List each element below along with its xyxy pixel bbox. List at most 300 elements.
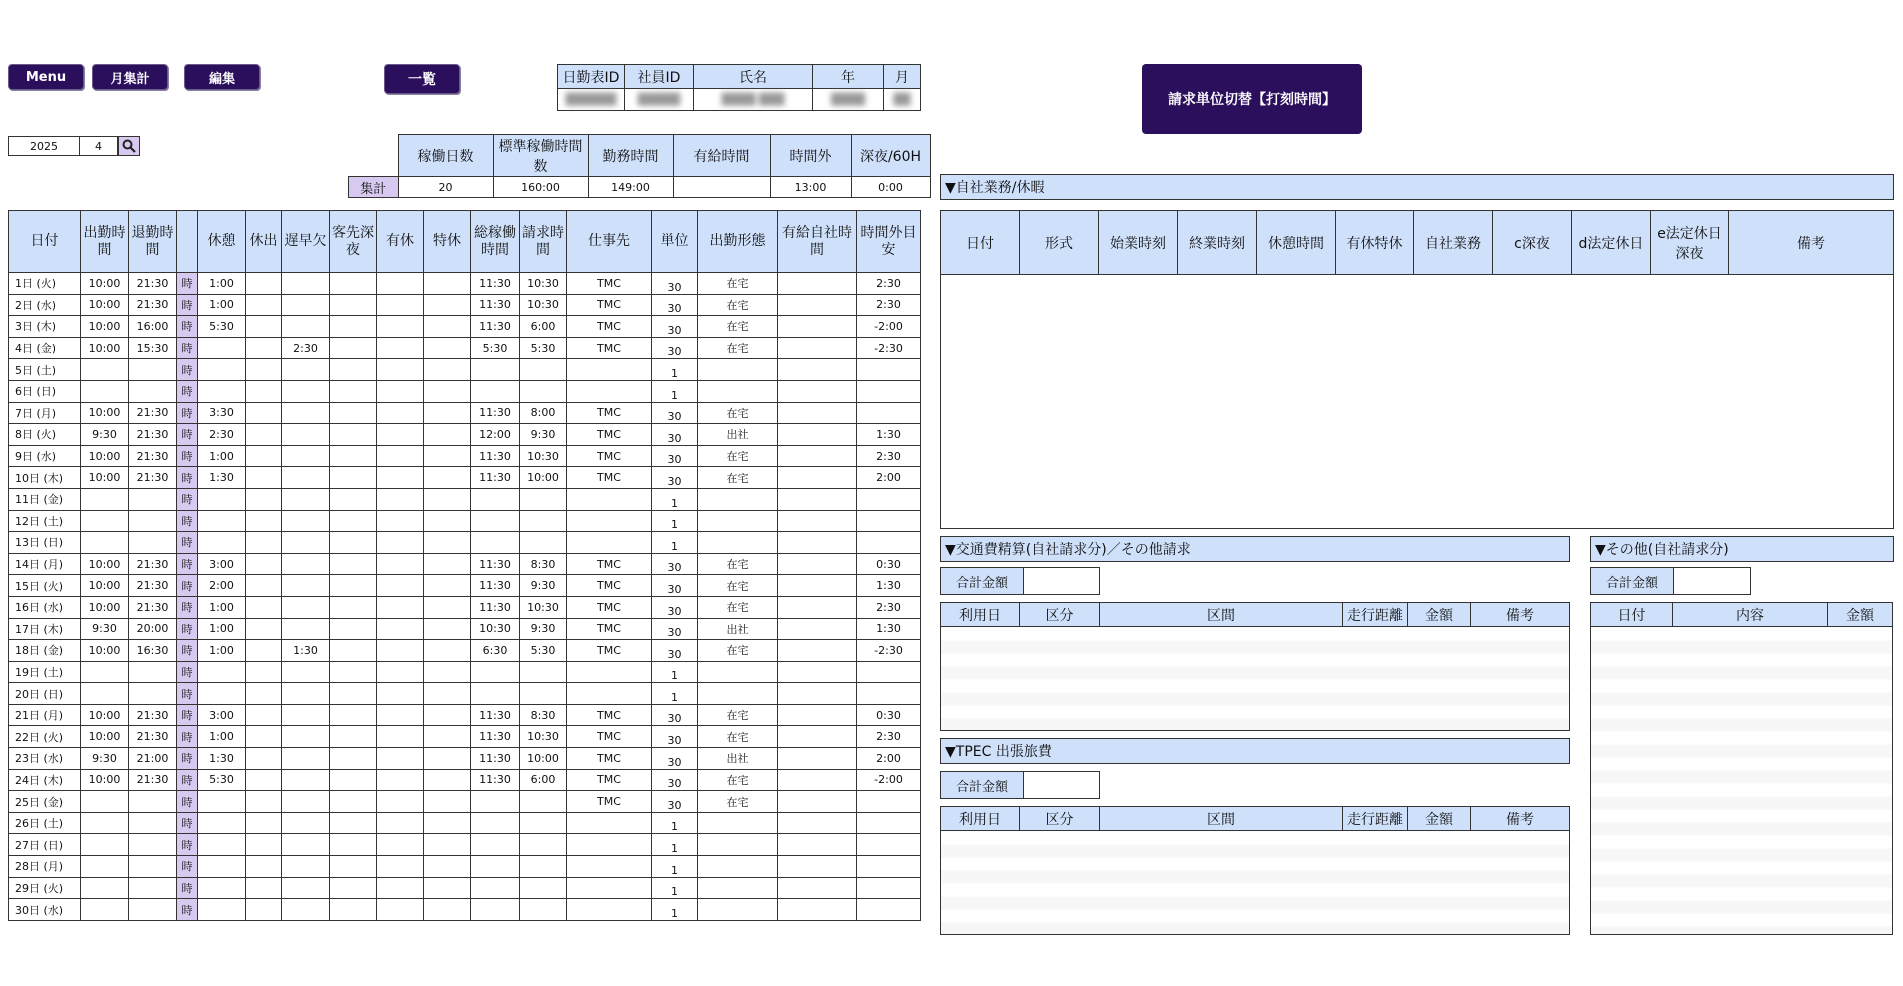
- timesheet-cell: 在宅: [698, 596, 778, 618]
- timesheet-cell: 1:00: [198, 445, 246, 467]
- timesheet-cell: [81, 856, 129, 878]
- timesheet-cell: [282, 704, 330, 726]
- timesheet-cell: [198, 488, 246, 510]
- timesheet-cell: 22日 (火): [9, 726, 81, 748]
- timesheet-cell: 在宅: [698, 337, 778, 359]
- timesheet-cell: [377, 596, 424, 618]
- timesheet-cell: 7日 (月): [9, 402, 81, 424]
- timesheet-cell: 16:30: [129, 640, 177, 662]
- timesheet-cell: [129, 834, 177, 856]
- timesheet-cell: [698, 856, 778, 878]
- timesheet-cell: [471, 812, 520, 834]
- tpec-total-value: [1023, 771, 1100, 799]
- timesheet-cell: [330, 856, 377, 878]
- timesheet-cell: 17日 (木): [9, 618, 81, 640]
- timesheet-cell: [778, 294, 857, 316]
- other-body: [1591, 627, 1893, 935]
- time-unit-cell[interactable]: 時: [177, 359, 198, 381]
- time-unit-cell[interactable]: 時: [177, 380, 198, 402]
- timesheet-cell: 11:30: [471, 726, 520, 748]
- timesheet-cell: [424, 899, 471, 921]
- timesheet-cell: [377, 856, 424, 878]
- timesheet-cell: 12:00: [471, 424, 520, 446]
- timesheet-cell: [246, 596, 282, 618]
- time-unit-cell[interactable]: 時: [177, 769, 198, 791]
- time-unit-cell[interactable]: 時: [177, 877, 198, 899]
- time-unit-cell[interactable]: 時: [177, 661, 198, 683]
- timesheet-cell: [778, 877, 857, 899]
- timesheet-cell: [282, 661, 330, 683]
- timesheet-cell: [778, 316, 857, 338]
- timesheet-cell: [246, 748, 282, 770]
- timesheet-cell: 30: [652, 273, 698, 295]
- time-unit-cell[interactable]: 時: [177, 294, 198, 316]
- timesheet-cell: [520, 877, 567, 899]
- timesheet-cell: 1: [652, 683, 698, 705]
- timesheet-cell: [377, 510, 424, 532]
- timesheet-header: 仕事先: [567, 211, 652, 273]
- timesheet-cell: 10:00: [81, 402, 129, 424]
- timesheet-cell: 30: [652, 575, 698, 597]
- timesheet-cell: 10:00: [81, 316, 129, 338]
- timesheet-cell: [424, 596, 471, 618]
- timesheet-cell: [520, 791, 567, 813]
- timesheet-cell: [198, 877, 246, 899]
- timesheet-cell: 21:30: [129, 402, 177, 424]
- timesheet-cell: 11:30: [471, 575, 520, 597]
- edit-button[interactable]: 編集: [184, 64, 260, 90]
- timesheet-cell: 在宅: [698, 769, 778, 791]
- time-unit-cell[interactable]: 時: [177, 445, 198, 467]
- info-header: 月: [884, 65, 921, 89]
- timesheet-cell: 1: [652, 899, 698, 921]
- timesheet-cell: 在宅: [698, 273, 778, 295]
- time-unit-cell[interactable]: 時: [177, 704, 198, 726]
- timesheet-cell: 5日 (土): [9, 359, 81, 381]
- timesheet-cell: 10:00: [81, 769, 129, 791]
- timesheet-cell: 在宅: [698, 467, 778, 489]
- timesheet-cell: [330, 380, 377, 402]
- time-unit-cell[interactable]: 時: [177, 640, 198, 662]
- timesheet-cell: [246, 791, 282, 813]
- timesheet-cell: [471, 791, 520, 813]
- timesheet-cell: 在宅: [698, 791, 778, 813]
- timesheet-cell: [246, 877, 282, 899]
- summary-header: 標準稼働時間数: [493, 135, 588, 177]
- timesheet-cell: 30: [652, 748, 698, 770]
- timesheet-cell: [330, 596, 377, 618]
- timesheet-cell: 5:30: [520, 337, 567, 359]
- timesheet-cell: 30日 (水): [9, 899, 81, 921]
- transport-total-label: 合計金額: [940, 567, 1024, 595]
- time-unit-cell[interactable]: 時: [177, 273, 198, 295]
- employee-info-table: [557, 64, 921, 111]
- time-unit-cell[interactable]: 時: [177, 488, 198, 510]
- timesheet-cell: [567, 661, 652, 683]
- time-unit-cell[interactable]: 時: [177, 856, 198, 878]
- timesheet-cell: [282, 683, 330, 705]
- timesheet-cell: [330, 467, 377, 489]
- info-value: ████ ███: [694, 89, 813, 111]
- timesheet-cell: [129, 899, 177, 921]
- timesheet-cell: [471, 380, 520, 402]
- timesheet-cell: [330, 488, 377, 510]
- timesheet-cell: [246, 553, 282, 575]
- timesheet-cell: 21日 (月): [9, 704, 81, 726]
- list-button[interactable]: 一覧: [384, 64, 460, 94]
- timesheet-cell: [198, 337, 246, 359]
- timesheet-cell: -2:30: [857, 337, 921, 359]
- timesheet-cell: [567, 899, 652, 921]
- timesheet-cell: 16:00: [129, 316, 177, 338]
- timesheet-cell: 30: [652, 618, 698, 640]
- timesheet-cell: 10:00: [81, 467, 129, 489]
- timesheet-cell: [471, 532, 520, 554]
- tpec-body: [941, 831, 1570, 935]
- timesheet-cell: 1: [652, 856, 698, 878]
- time-unit-cell[interactable]: 時: [177, 510, 198, 532]
- timesheet-cell: [330, 683, 377, 705]
- timesheet-cell: [330, 359, 377, 381]
- timesheet-cell: [377, 488, 424, 510]
- timesheet-cell: [282, 380, 330, 402]
- timesheet-cell: 8:00: [520, 402, 567, 424]
- time-unit-cell[interactable]: 時: [177, 596, 198, 618]
- timesheet-cell: [377, 294, 424, 316]
- self-work-header: d法定休日: [1572, 211, 1651, 275]
- info-header: 社員ID: [625, 65, 694, 89]
- timesheet-cell: [567, 877, 652, 899]
- table-row: [9, 596, 921, 618]
- timesheet-cell: [129, 359, 177, 381]
- timesheet-cell: 5:30: [471, 337, 520, 359]
- timesheet-cell: 10:00: [81, 575, 129, 597]
- timesheet-cell: 11:30: [471, 596, 520, 618]
- timesheet-cell: [778, 596, 857, 618]
- timesheet-cell: [424, 618, 471, 640]
- timesheet-cell: [282, 769, 330, 791]
- timesheet-cell: TMC: [567, 596, 652, 618]
- timesheet-cell: [520, 683, 567, 705]
- timesheet-cell: 30: [652, 294, 698, 316]
- timesheet-cell: [424, 877, 471, 899]
- timesheet-header: 有給自社時間: [778, 211, 857, 273]
- timesheet-cell: [330, 445, 377, 467]
- timesheet-cell: [246, 294, 282, 316]
- time-unit-cell[interactable]: 時: [177, 748, 198, 770]
- timesheet-cell: 1: [652, 812, 698, 834]
- timesheet-cell: [520, 510, 567, 532]
- timesheet-cell: [778, 510, 857, 532]
- timesheet-cell: [424, 359, 471, 381]
- timesheet-cell: TMC: [567, 769, 652, 791]
- timesheet-cell: [424, 488, 471, 510]
- time-unit-cell[interactable]: 時: [177, 424, 198, 446]
- timesheet-cell: 10:00: [81, 294, 129, 316]
- timesheet-cell: [520, 856, 567, 878]
- timesheet-cell: 25日 (金): [9, 791, 81, 813]
- timesheet-cell: [198, 532, 246, 554]
- timesheet-cell: [377, 273, 424, 295]
- timesheet-cell: [330, 877, 377, 899]
- timesheet-cell: [567, 834, 652, 856]
- menu-button[interactable]: Menu: [8, 64, 84, 90]
- table-row: [9, 748, 921, 770]
- timesheet-cell: [246, 683, 282, 705]
- search-button[interactable]: [118, 136, 140, 156]
- timesheet-cell: 2:30: [282, 337, 330, 359]
- timesheet-cell: [246, 402, 282, 424]
- timesheet-cell: 1: [652, 532, 698, 554]
- timesheet-cell: [282, 575, 330, 597]
- timesheet-cell: 30: [652, 424, 698, 446]
- timesheet-cell: [377, 553, 424, 575]
- time-unit-cell[interactable]: 時: [177, 683, 198, 705]
- timesheet-cell: [282, 424, 330, 446]
- timesheet-cell: [567, 380, 652, 402]
- timesheet-cell: [81, 834, 129, 856]
- timesheet-cell: [198, 380, 246, 402]
- timesheet-cell: 30: [652, 769, 698, 791]
- info-header: 年: [813, 65, 884, 89]
- time-unit-cell[interactable]: 時: [177, 575, 198, 597]
- timesheet-cell: [377, 575, 424, 597]
- summary-header: 有給時間: [673, 135, 770, 177]
- other-header: 日付: [1591, 603, 1673, 627]
- timesheet-cell: [857, 791, 921, 813]
- timesheet-cell: 30: [652, 337, 698, 359]
- self-work-table: [940, 210, 1894, 529]
- table-row: [9, 575, 921, 597]
- info-value: ████: [813, 89, 884, 111]
- time-unit-cell[interactable]: 時: [177, 467, 198, 489]
- transport-table: [940, 602, 1570, 731]
- timesheet-cell: 8:30: [520, 704, 567, 726]
- timesheet-cell: 9:30: [81, 748, 129, 770]
- timesheet-cell: 2:00: [198, 575, 246, 597]
- timesheet-cell: 21:30: [129, 294, 177, 316]
- table-row: [9, 769, 921, 791]
- timesheet-cell: [377, 704, 424, 726]
- timesheet-cell: [129, 683, 177, 705]
- timesheet-cell: TMC: [567, 704, 652, 726]
- timesheet-cell: 在宅: [698, 575, 778, 597]
- timesheet-cell: [198, 899, 246, 921]
- tpec-header: 金額: [1408, 807, 1471, 831]
- timesheet-cell: [377, 769, 424, 791]
- info-value: ██: [884, 89, 921, 111]
- info-value: █████: [625, 89, 694, 111]
- timesheet-cell: 24日 (木): [9, 769, 81, 791]
- timesheet-cell: 10:30: [471, 618, 520, 640]
- timesheet-cell: [246, 445, 282, 467]
- timesheet-cell: [567, 359, 652, 381]
- timesheet-cell: [330, 618, 377, 640]
- timesheet-cell: [377, 445, 424, 467]
- timesheet-cell: [424, 424, 471, 446]
- tpec-header: 区分: [1020, 807, 1100, 831]
- timesheet-cell: [282, 596, 330, 618]
- timesheet-cell: 30: [652, 726, 698, 748]
- timesheet-cell: 30: [652, 553, 698, 575]
- time-unit-cell[interactable]: 時: [177, 532, 198, 554]
- timesheet-cell: 10:00: [81, 445, 129, 467]
- timesheet-cell: [698, 899, 778, 921]
- timesheet-cell: [81, 877, 129, 899]
- timesheet-cell: [81, 380, 129, 402]
- timesheet-cell: 21:00: [129, 748, 177, 770]
- timesheet-cell: [778, 467, 857, 489]
- timesheet-cell: 2:00: [857, 467, 921, 489]
- timesheet-cell: [567, 532, 652, 554]
- timesheet-cell: 21:30: [129, 704, 177, 726]
- table-row: [9, 640, 921, 662]
- timesheet-cell: [778, 553, 857, 575]
- timesheet-cell: 27日 (日): [9, 834, 81, 856]
- time-unit-cell[interactable]: 時: [177, 899, 198, 921]
- transport-header: 区分: [1020, 603, 1100, 627]
- timesheet-cell: [424, 273, 471, 295]
- timesheet-cell: 21:30: [129, 424, 177, 446]
- timesheet-cell: [330, 294, 377, 316]
- summary-row-label: 集計: [349, 177, 399, 198]
- timesheet-cell: [282, 553, 330, 575]
- timesheet-cell: [81, 683, 129, 705]
- timesheet-cell: 10:00: [81, 704, 129, 726]
- timesheet-header: [177, 211, 198, 273]
- timesheet-cell: [330, 337, 377, 359]
- info-header: 氏名: [694, 65, 813, 89]
- summary-header: 稼働日数: [398, 135, 493, 177]
- timesheet-cell: TMC: [567, 618, 652, 640]
- timesheet-cell: [520, 812, 567, 834]
- month-input[interactable]: 4: [80, 136, 118, 156]
- timesheet-cell: [520, 532, 567, 554]
- timesheet-cell: 8:30: [520, 553, 567, 575]
- timesheet-cell: [377, 380, 424, 402]
- timesheet-cell: [282, 791, 330, 813]
- timesheet-cell: [330, 726, 377, 748]
- other-header: 金額: [1828, 603, 1893, 627]
- self-work-header: c深夜: [1493, 211, 1572, 275]
- timesheet-cell: [424, 532, 471, 554]
- time-unit-cell[interactable]: 時: [177, 834, 198, 856]
- table-row: [9, 488, 921, 510]
- timesheet-cell: [246, 510, 282, 532]
- timesheet-cell: [778, 488, 857, 510]
- timesheet-cell: [81, 899, 129, 921]
- timesheet-cell: 1:00: [198, 640, 246, 662]
- timesheet-cell: 出社: [698, 748, 778, 770]
- monthly-summary-button[interactable]: 月集計: [92, 64, 168, 90]
- time-unit-cell[interactable]: 時: [177, 402, 198, 424]
- timesheet-cell: [424, 791, 471, 813]
- timesheet-cell: 1:00: [198, 273, 246, 295]
- self-work-header: 日付: [941, 211, 1020, 275]
- time-unit-cell[interactable]: 時: [177, 726, 198, 748]
- table-row: [9, 294, 921, 316]
- timesheet-cell: [377, 532, 424, 554]
- table-row: [9, 424, 921, 446]
- table-row: [9, 402, 921, 424]
- summary-header: 時間外: [770, 135, 851, 177]
- table-row: [9, 877, 921, 899]
- timesheet-cell: TMC: [567, 575, 652, 597]
- table-row: [9, 683, 921, 705]
- timesheet-cell: -2:00: [857, 769, 921, 791]
- timesheet-cell: [246, 812, 282, 834]
- tpec-total-label: 合計金額: [940, 771, 1024, 799]
- timesheet-cell: 28日 (月): [9, 856, 81, 878]
- timesheet-cell: [198, 661, 246, 683]
- table-row: [9, 661, 921, 683]
- time-unit-cell[interactable]: 時: [177, 791, 198, 813]
- timesheet-cell: [471, 488, 520, 510]
- timesheet-cell: 20:00: [129, 618, 177, 640]
- timesheet-cell: TMC: [567, 640, 652, 662]
- timesheet-cell: [282, 812, 330, 834]
- timesheet-cell: [698, 661, 778, 683]
- timesheet-cell: TMC: [567, 791, 652, 813]
- timesheet-cell: 30: [652, 640, 698, 662]
- timesheet-cell: [129, 661, 177, 683]
- time-unit-cell[interactable]: 時: [177, 553, 198, 575]
- timesheet-cell: 1:30: [857, 424, 921, 446]
- timesheet-cell: [377, 748, 424, 770]
- time-unit-cell[interactable]: 時: [177, 316, 198, 338]
- timesheet-cell: 10:30: [520, 273, 567, 295]
- timesheet-cell: [282, 748, 330, 770]
- time-unit-cell[interactable]: 時: [177, 618, 198, 640]
- year-input[interactable]: 2025: [8, 136, 80, 156]
- timesheet-cell: [282, 726, 330, 748]
- other-total-value: [1673, 567, 1751, 595]
- timesheet-cell: [778, 748, 857, 770]
- timesheet-cell: TMC: [567, 445, 652, 467]
- timesheet-header: 日付: [9, 211, 81, 273]
- timesheet-cell: [567, 683, 652, 705]
- timesheet-cell: 14日 (月): [9, 553, 81, 575]
- time-unit-cell[interactable]: 時: [177, 337, 198, 359]
- timesheet-cell: [330, 553, 377, 575]
- table-row: [9, 510, 921, 532]
- timesheet-cell: [198, 791, 246, 813]
- timesheet-cell: [377, 834, 424, 856]
- timesheet-cell: 在宅: [698, 294, 778, 316]
- timesheet-cell: 11:30: [471, 402, 520, 424]
- timesheet-cell: 21:30: [129, 726, 177, 748]
- summary-header: 深夜/60H: [851, 135, 930, 177]
- timesheet-table: [8, 210, 921, 921]
- time-unit-cell[interactable]: 時: [177, 812, 198, 834]
- timesheet-cell: [330, 834, 377, 856]
- timesheet-cell: 11:30: [471, 445, 520, 467]
- other-header: 内容: [1673, 603, 1828, 627]
- billing-unit-switch-button[interactable]: 請求単位切替【打刻時間】: [1142, 64, 1362, 134]
- timesheet-header: 出勤形態: [698, 211, 778, 273]
- timesheet-cell: [377, 812, 424, 834]
- transport-body: [941, 627, 1570, 731]
- timesheet-cell: [377, 467, 424, 489]
- timesheet-cell: 29日 (火): [9, 877, 81, 899]
- timesheet-cell: [471, 510, 520, 532]
- info-value: ██████: [558, 89, 625, 111]
- timesheet-cell: [778, 618, 857, 640]
- timesheet-cell: [857, 402, 921, 424]
- timesheet-cell: [282, 856, 330, 878]
- timesheet-cell: [377, 683, 424, 705]
- timesheet-cell: 2:30: [857, 726, 921, 748]
